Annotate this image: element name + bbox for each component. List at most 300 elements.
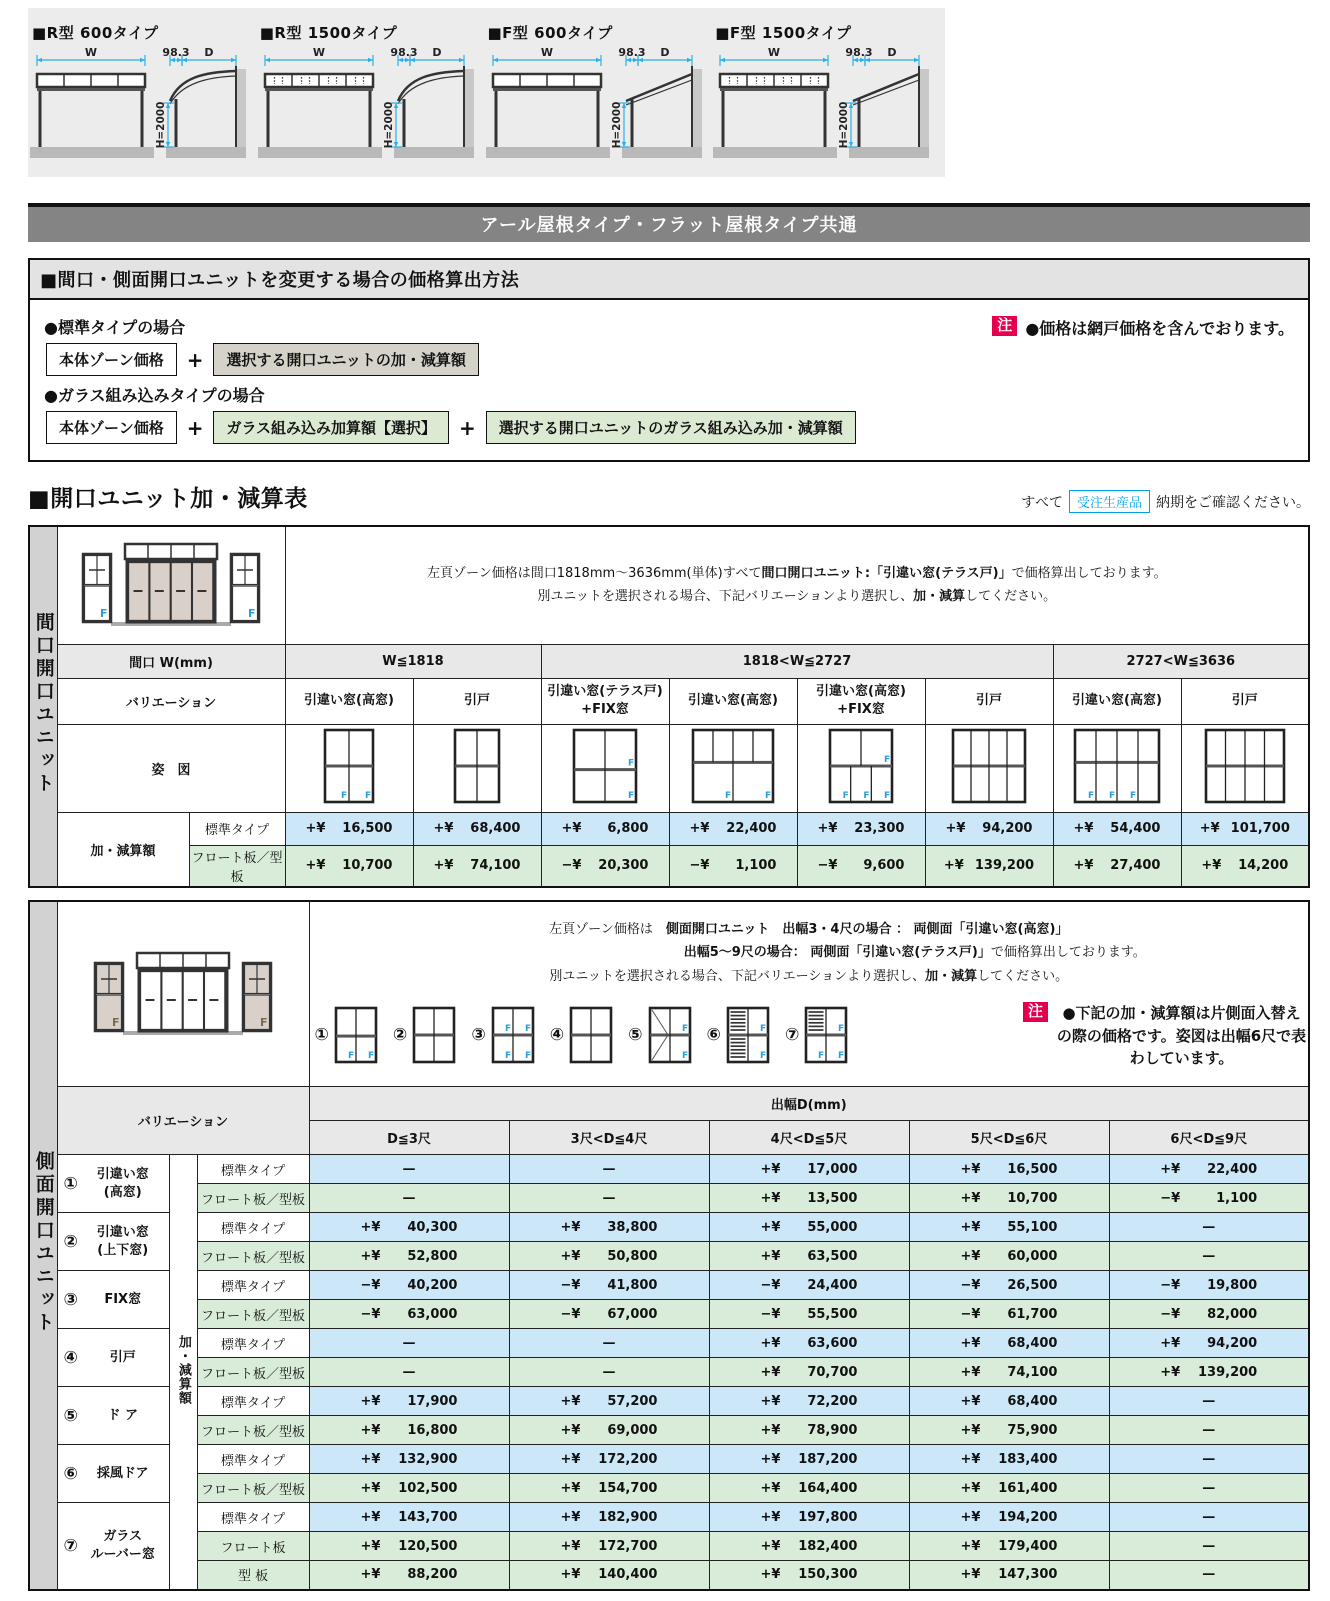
intro-text-segment: 別ユニットを選択される場合、下記バリエーションより選択し、 (549, 968, 926, 984)
svg-text:F: F (759, 1024, 767, 1035)
svg-text:F: F (524, 1024, 531, 1035)
price-value: +¥ 120,500 (360, 1538, 458, 1554)
price-value: +¥ 139,200 (1160, 1364, 1258, 1380)
price-value: +¥ 78,900 (760, 1422, 858, 1438)
sokumen-intro (309, 901, 1309, 1087)
formula-box-glass-unit-adjustment: 選択する開口ユニットのガラス組み込み加・減算額 (486, 411, 856, 444)
standard-case-label: ●標準タイプの場合 (44, 318, 186, 337)
glass-type-label: 型 板 (197, 1561, 309, 1590)
variation-number: ④ (549, 1025, 565, 1046)
order-prefix: すべて (1021, 494, 1063, 511)
no-option-dash: — (1202, 1567, 1216, 1583)
price-value: −¥ 61,700 (960, 1306, 1058, 1322)
variation-name: 引戸 (413, 678, 541, 724)
price-value: +¥ 150,300 (760, 1567, 858, 1583)
price-cell (909, 1358, 1109, 1387)
price-value: +¥ 68,400 (960, 1335, 1058, 1351)
formula-box-zone-price-2: 本体ゾーン価格 (46, 411, 177, 444)
elevation-drawing (67, 528, 275, 638)
price-value: +¥ 147,300 (960, 1567, 1058, 1583)
price-value: −¥ 63,000 (360, 1306, 458, 1322)
variation-name: 引違い窓(テラス戸) +FIX窓 (541, 678, 669, 724)
price-cell (309, 1561, 509, 1590)
variation-name: 引戸 (1181, 678, 1309, 724)
adjustment-table-heading (28, 480, 1310, 513)
price-cell (509, 1213, 709, 1242)
price-value: +¥ 27,400 (1073, 858, 1161, 873)
glass-type-label: フロート板／型板 (189, 845, 285, 887)
window-icon (828, 728, 894, 804)
window-icon (726, 1006, 770, 1064)
svg-text:F: F (628, 758, 635, 769)
variation-name: 引違い窓(高窓) +FIX窓 (797, 678, 925, 724)
price-value: +¥ 143,700 (360, 1509, 458, 1525)
product-diagram-drawing (258, 47, 476, 171)
price-value: +¥ 102,500 (360, 1480, 458, 1496)
no-option-dash: — (602, 1335, 616, 1351)
price-cell (309, 1445, 509, 1474)
window-icon (323, 728, 375, 804)
svg-text:D: D (432, 47, 442, 59)
window-icon (412, 1006, 456, 1064)
price-cell (909, 1445, 1109, 1474)
price-cell (509, 1416, 709, 1445)
price-cell (709, 1213, 909, 1242)
glass-type-label: 標準タイプ (189, 812, 285, 845)
maguchi-elevation-diagram (57, 526, 285, 644)
glass-louver-window-icon-item (785, 1006, 848, 1064)
price-value: +¥ 54,400 (1073, 821, 1161, 836)
price-value: +¥ 17,000 (760, 1161, 858, 1177)
svg-text:F: F (681, 1024, 688, 1035)
svg-text:F: F (1109, 791, 1116, 801)
price-value: +¥ 38,800 (560, 1219, 658, 1235)
price-value: +¥ 72,200 (760, 1393, 858, 1409)
svg-text:F: F (347, 1051, 355, 1062)
intro-line (311, 965, 1308, 988)
price-cell (1109, 1155, 1309, 1184)
variation-header: バリエーション (57, 678, 285, 724)
price-cell (709, 1271, 909, 1300)
price-value: −¥ 9,600 (817, 858, 905, 873)
plus-sign: + (186, 415, 204, 440)
variation-name: 引違い窓(高窓) (285, 678, 413, 724)
price-value: +¥ 194,200 (960, 1509, 1058, 1525)
fix-window-icon-item (471, 1006, 534, 1064)
price-value: +¥ 23,300 (817, 821, 905, 836)
intro-text-segment: 別ユニットを選択される場合、下記バリエーションより選択し、 (537, 589, 914, 605)
price-cell (309, 1532, 509, 1561)
svg-text:H=2000: H=2000 (838, 101, 851, 149)
price-value: −¥ 82,000 (1160, 1306, 1258, 1322)
price-value: −¥ 24,400 (760, 1277, 858, 1293)
product-type-diagram (30, 20, 258, 175)
price-cell (541, 845, 669, 887)
price-value: −¥ 20,300 (561, 858, 649, 873)
price-cell (1109, 1445, 1309, 1474)
intro-line (287, 562, 1308, 585)
price-cell (909, 1329, 1109, 1358)
window-icon (804, 1006, 848, 1064)
variation-name: ⑤ ド ア (57, 1387, 169, 1445)
price-value: −¥ 19,800 (1160, 1277, 1258, 1293)
glass-type-label: フロート板／型板 (197, 1358, 309, 1387)
price-cell (1181, 812, 1309, 845)
svg-text:F: F (842, 791, 849, 801)
no-option-dash: — (1202, 1480, 1216, 1496)
price-cell (509, 1474, 709, 1503)
price-cell (309, 1271, 509, 1300)
price-cell (509, 1300, 709, 1329)
sokumen-elevation-diagram (57, 901, 309, 1087)
variation-name: ③ FIX窓 (57, 1271, 169, 1329)
price-cell (1109, 1387, 1309, 1416)
price-value: −¥ 67,000 (560, 1306, 658, 1322)
depth-range-header: 5尺<D≦6尺 (909, 1121, 1109, 1155)
price-value: +¥ 40,300 (360, 1219, 458, 1235)
variation-name: ⑥ 採風ドア (57, 1445, 169, 1503)
glass-type-label: フロート板／型板 (197, 1242, 309, 1271)
price-cell (709, 1561, 909, 1590)
price-cell (925, 812, 1053, 845)
svg-text:F: F (341, 791, 348, 801)
price-cell (1109, 1532, 1309, 1561)
no-option-dash: — (1202, 1451, 1216, 1467)
price-cell (309, 1503, 509, 1532)
product-type-diagrams (28, 8, 945, 177)
svg-text:98.3: 98.3 (390, 47, 418, 59)
price-cell (1109, 1561, 1309, 1590)
intro-text-segment: 加・減算 (925, 968, 978, 984)
price-cell (509, 1503, 709, 1532)
price-value: +¥ 10,700 (305, 858, 393, 873)
price-value: +¥ 16,800 (360, 1422, 458, 1438)
price-value: +¥ 68,400 (433, 821, 521, 836)
price-value: +¥ 10,700 (960, 1190, 1058, 1206)
price-value: +¥ 16,500 (960, 1161, 1058, 1177)
price-cell (309, 1416, 509, 1445)
glass-type-label: フロート板 (197, 1532, 309, 1561)
price-cell (709, 1329, 909, 1358)
sliding-updown-window-icon-item (393, 1006, 456, 1064)
price-cell (1109, 1358, 1309, 1387)
plus-sign: + (186, 347, 204, 372)
price-cell (1109, 1242, 1309, 1271)
price-value: +¥ 139,200 (943, 858, 1035, 873)
maguchi-intro (285, 526, 1309, 644)
price-cell (1109, 1184, 1309, 1213)
made-to-order-badge: 受注生産品 (1069, 490, 1150, 513)
window-icon (491, 1006, 535, 1064)
price-value: +¥ 161,400 (960, 1480, 1058, 1496)
price-cell (709, 1300, 909, 1329)
price-value: +¥ 140,400 (560, 1567, 658, 1583)
sokumen-side-label: 側面開口ユニット (29, 901, 57, 1590)
price-cell (509, 1358, 709, 1387)
price-value: +¥ 172,200 (560, 1451, 658, 1467)
glass-type-label: 標準タイプ (197, 1329, 309, 1358)
no-option-dash: — (1202, 1248, 1216, 1264)
price-value: +¥ 22,400 (1160, 1161, 1258, 1177)
intro-block (311, 918, 1308, 988)
note-badge: 注 (1023, 1002, 1048, 1022)
price-cell (413, 845, 541, 887)
glass-type-label: フロート板／型板 (197, 1184, 309, 1213)
variation-number: ② (392, 1025, 408, 1046)
price-cell (309, 1329, 509, 1358)
price-cell (909, 1474, 1109, 1503)
price-value: +¥ 22,400 (689, 821, 777, 836)
formula-box-glass-addition: ガラス組み込み加算額【選択】 (213, 411, 449, 444)
width-range-header: W≦1818 (285, 644, 541, 678)
price-method-title: ■間口・側面開口ユニットを変更する場合の価格算出方法 (30, 260, 1308, 300)
svg-text:F: F (367, 1051, 375, 1062)
price-cell (309, 1184, 509, 1213)
intro-text-segment: してください。 (977, 968, 1069, 984)
price-cell (909, 1387, 1109, 1416)
price-value: +¥ 50,800 (560, 1248, 658, 1264)
variation-name: ④ 引戸 (57, 1329, 169, 1387)
price-value: +¥ 182,400 (760, 1538, 858, 1554)
variation-number: ⑦ (784, 1025, 800, 1046)
price-cell (309, 1242, 509, 1271)
intro-line (287, 585, 1308, 608)
price-cell (1109, 1300, 1309, 1329)
price-cell (285, 845, 413, 887)
window-icon (569, 1006, 613, 1064)
price-value: +¥ 183,400 (960, 1451, 1058, 1467)
price-value: +¥ 172,700 (560, 1538, 658, 1554)
sliding-high-window-wide-icon (669, 724, 797, 812)
depth-range-header: 4尺<D≦5尺 (709, 1121, 909, 1155)
variation-name: 引違い窓(高窓) (669, 678, 797, 724)
variation-name: 引戸 (925, 678, 1053, 724)
price-value: +¥ 187,200 (760, 1451, 858, 1467)
svg-text:98.3: 98.3 (617, 47, 646, 59)
svg-text:F: F (1088, 791, 1095, 801)
window-icon (1073, 728, 1161, 804)
price-value: +¥ 88,200 (360, 1567, 458, 1583)
svg-text:98.3: 98.3 (162, 47, 190, 59)
formula-box-unit-adjustment: 選択する開口ユニットの加・減算額 (213, 343, 478, 376)
sliding-door-icon (413, 724, 541, 812)
intro-text-segment: してください。 (965, 589, 1057, 605)
price-value: +¥ 75,900 (960, 1422, 1058, 1438)
price-cell (509, 1271, 709, 1300)
intro-text-segment: 加・減算 (913, 589, 966, 605)
price-cell (709, 1503, 909, 1532)
width-range-header: 1818<W≦2727 (541, 644, 1053, 678)
price-value: −¥ 41,800 (560, 1277, 658, 1293)
price-cell (1181, 845, 1309, 887)
price-cell (509, 1184, 709, 1213)
price-value: +¥ 74,100 (960, 1364, 1058, 1380)
no-option-dash: — (602, 1161, 616, 1177)
product-type-title: ■R型 1500タイプ (259, 24, 398, 42)
note-badge: 注 (992, 316, 1017, 336)
svg-text:F: F (759, 1051, 767, 1062)
price-value: +¥ 69,000 (560, 1422, 658, 1438)
side-swap-note (1023, 1002, 1307, 1070)
no-option-dash: — (402, 1335, 416, 1351)
note-text: ●下記の加・減算額は片側面入替えの際の価格です。姿図は出幅6尺で表わしています。 (1056, 1004, 1307, 1068)
variation-number: ⑤ (628, 1025, 643, 1046)
svg-text:F: F (260, 1015, 268, 1029)
screen-price-note (992, 316, 1294, 339)
no-option-dash: — (1202, 1393, 1216, 1409)
price-method-body (30, 300, 1308, 460)
glass-type-label: フロート板／型板 (197, 1300, 309, 1329)
price-cell (509, 1387, 709, 1416)
price-value: −¥ 1,100 (689, 858, 777, 873)
price-cell (309, 1358, 509, 1387)
hinged-door-icon-item (628, 1006, 691, 1064)
window-icon (334, 1006, 378, 1064)
price-value: +¥ 14,200 (1201, 858, 1289, 873)
price-cell (1053, 845, 1181, 887)
price-value: +¥ 16,500 (305, 821, 393, 836)
price-value: +¥ 74,100 (433, 858, 521, 873)
price-cell (909, 1416, 1109, 1445)
depth-range-header: 3尺<D≦4尺 (509, 1121, 709, 1155)
intro-text-segment: 左頁ゾーン価格は間口1818mm〜3636mm(単体)すべて (427, 565, 762, 581)
svg-text:F: F (884, 755, 891, 765)
sliding-high-window-icon-item (315, 1006, 378, 1064)
price-cell (669, 845, 797, 887)
price-cell (285, 812, 413, 845)
price-value: +¥ 154,700 (560, 1480, 658, 1496)
no-option-dash: — (402, 1161, 416, 1177)
sokumen-opening-unit-table (28, 900, 1310, 1591)
order-suffix: 納期をご確認ください。 (1156, 494, 1310, 511)
glass-type-label: 標準タイプ (197, 1503, 309, 1532)
no-option-dash: — (1202, 1219, 1216, 1235)
intro-text-segment: 側面開口ユニット 出幅3・4尺の場合 ： 両側面「引違い窓(高窓)」 (665, 921, 1069, 937)
window-icon (648, 1006, 692, 1064)
price-cell (1109, 1474, 1309, 1503)
window-icon (951, 728, 1027, 804)
price-cell (909, 1242, 1109, 1271)
price-value: +¥ 197,800 (760, 1509, 858, 1525)
price-cell (709, 1358, 909, 1387)
price-cell (909, 1213, 1109, 1242)
no-option-dash: — (402, 1190, 416, 1206)
price-value: +¥ 63,600 (760, 1335, 858, 1351)
price-value: +¥ 182,900 (560, 1509, 658, 1525)
variation-name: ⑦ ガラス ルーバー窓 (57, 1503, 169, 1590)
price-cell (509, 1329, 709, 1358)
svg-text:H=2000: H=2000 (610, 101, 623, 149)
glass-type-label: 標準タイプ (197, 1387, 309, 1416)
intro-text-segment: で価格算出しております。 (990, 945, 1146, 961)
price-value: +¥ 55,000 (760, 1219, 858, 1235)
elevation-drawing (79, 937, 287, 1047)
price-cell (309, 1387, 509, 1416)
svg-text:F: F (504, 1024, 511, 1035)
price-cell (909, 1503, 1109, 1532)
price-value: +¥ 94,200 (1160, 1335, 1258, 1351)
maguchi-side-label: 間口開口ユニット (29, 526, 57, 887)
intro-text-segment: 出幅5〜9尺の場合： 両側面「引違い窓(テラス戸)」 (683, 945, 991, 961)
no-option-dash: — (602, 1190, 616, 1206)
price-value: +¥ 60,000 (960, 1248, 1058, 1264)
price-value: +¥ 63,500 (760, 1248, 858, 1264)
price-cell (909, 1561, 1109, 1590)
price-cell (709, 1445, 909, 1474)
price-cell (309, 1474, 509, 1503)
sliding-door-4panel-wide-icon (1181, 724, 1309, 812)
price-cell (1109, 1271, 1309, 1300)
price-cell (413, 812, 541, 845)
price-value: +¥ 68,400 (960, 1393, 1058, 1409)
price-cell (909, 1271, 1109, 1300)
variation-header: バリエーション (57, 1087, 309, 1155)
intro-line (311, 941, 1308, 964)
plus-sign: + (459, 415, 476, 440)
price-cell (909, 1184, 1109, 1213)
price-value: +¥ 132,900 (360, 1451, 458, 1467)
price-cell (709, 1387, 909, 1416)
price-value: +¥ 57,200 (560, 1393, 658, 1409)
glass-type-label: 標準タイプ (197, 1445, 309, 1474)
no-option-dash: — (1202, 1422, 1216, 1438)
svg-text:W: W (84, 47, 98, 59)
product-type-title: ■R型 600タイプ (32, 24, 159, 42)
price-cell (541, 812, 669, 845)
adjustment-amount-label: 加・減算額 (169, 1155, 197, 1590)
formula-box-zone-price: 本体ゾーン価格 (46, 343, 177, 376)
price-cell (909, 1532, 1109, 1561)
svg-text:98.3: 98.3 (845, 47, 873, 59)
price-cell (1109, 1329, 1309, 1358)
price-cell (709, 1532, 909, 1561)
svg-text:F: F (504, 1051, 511, 1062)
svg-text:D: D (204, 47, 214, 59)
variation-icons-row (311, 996, 1012, 1064)
sliding-door-4panel-icon (925, 724, 1053, 812)
price-cell (709, 1242, 909, 1271)
price-cell (1053, 812, 1181, 845)
svg-text:F: F (725, 791, 732, 801)
no-option-dash: — (402, 1364, 416, 1380)
price-value: +¥ 179,400 (960, 1538, 1058, 1554)
price-cell (797, 812, 925, 845)
icons-and-note (311, 996, 1308, 1070)
svg-text:W: W (540, 47, 553, 59)
svg-text:F: F (838, 1051, 845, 1062)
price-value: +¥ 94,200 (945, 821, 1033, 836)
svg-text:D: D (659, 47, 670, 59)
price-value: −¥ 55,500 (760, 1306, 858, 1322)
product-type-diagram (713, 20, 941, 175)
intro-line (311, 918, 1308, 941)
window-icon (453, 728, 501, 804)
svg-text:F: F (838, 1024, 845, 1035)
glass-type-label: フロート板／型板 (197, 1416, 309, 1445)
price-value: +¥ 6,800 (561, 821, 649, 836)
sliding-high-window-icon (285, 724, 413, 812)
variation-number: ⑥ (706, 1025, 721, 1046)
price-cell (509, 1532, 709, 1561)
price-cell (1109, 1416, 1309, 1445)
price-value: −¥ 26,500 (960, 1277, 1058, 1293)
variation-number: ③ (471, 1025, 486, 1046)
width-range-header: 2727<W≦3636 (1053, 644, 1309, 678)
depth-header: 出幅D(mm) (309, 1087, 1309, 1121)
no-option-dash: — (1202, 1538, 1216, 1554)
product-type-diagram (258, 20, 486, 175)
price-value: −¥ 40,200 (360, 1277, 458, 1293)
